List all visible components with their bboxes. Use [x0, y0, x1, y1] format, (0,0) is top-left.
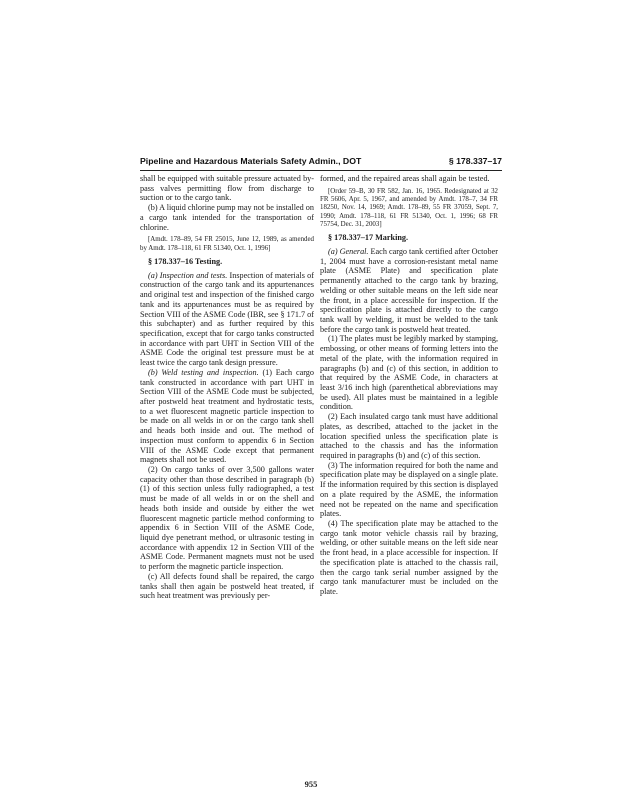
section-heading-marking: § 178.337–17 Marking.: [328, 233, 409, 243]
paragraph-a-general-text: Each cargo tank certified after October 1, 2004 must have a corrosion-resistant metal name plate (ASME Plate) and specification plate permanently attached to the cargo tank by brazing, welding or other suitable means on the left side near the front, in a place accessible for inspection. If the specification plate is attached directly to the cargo tank wall by welding, it must be welded to the tank before the cargo tank is postweld heat treated.: [320, 246, 498, 334]
paragraph-a-label: (a) Inspection and tests.: [148, 270, 228, 280]
paragraph-a4: (4) The specification plate may be attached to the cargo tank motor vehicle chassis rail by brazing, welding, or other suitable means on the left side near the front head, in a place accessible for inspection. If the specification plate is attached to the chassis rail, then the cargo tank serial number assigned by the cargo tank manufacturer must be included on the plate.: [320, 519, 498, 597]
paragraph-b-weld-testing: [140, 368, 314, 465]
paragraph-b-text: (1) Each cargo tank constructed in accordance with part UHT in Section VIII of the ASME Code must be subjected, after postweld heat treatment and hydrostatic tests, to a wet fluorescent magnetic particle inspection to be made on all welds in or on the cargo tank shell and heads both inside and out. The method of inspection must conform to appendix 6 in Section VIII of the ASME Code except that permanent magnets shall not be used.: [140, 367, 314, 465]
running-header: [140, 156, 502, 171]
section-heading-testing: § 178.337–16 Testing.: [148, 256, 223, 266]
left-paragraph-b: (b) A liquid chlorine pump may not be installed on a cargo tank intended for the transportation of chlorine.: [140, 203, 314, 232]
paragraph-a3: (3) The information required for both the name and specification plate may be displayed on a single plate. If the information required by this section is displayed on a plate required by the ASME, the information need not be repeated on the name and specification plates.: [320, 460, 498, 519]
paragraph-b-label: (b) Weld testing and inspection.: [148, 367, 259, 377]
order-note: [Order 59–B, 30 FR 582, Jan. 16, 1965. Redesignated at 32 FR 5606, Apr. 5, 1967, and amended by Amdt. 178–7, 34 FR 18250, Nov. 14, 1969; Amdt. 178–89, 55 FR 37059, Sept. 7, 1990; Amdt. 178–118, 61 FR 51340, Oct. 1, 1996; 68 FR 75754, Dec. 31, 2003]: [320, 187, 498, 228]
paragraph-b2: (2) On cargo tanks of over 3,500 gallons water capacity other than those described in paragraph (b)(1) of this section unless fully radiographed, a test must be made of all welds in or on the shell and heads both inside and outside by either the wet fluorescent magnetic particle method conforming to appendix 6 in Section VIII of the ASME Code, liquid dye penetrant method, or ultrasonic testing in accordance with appendix 12 in Section VIII of the ASME Code. Permanent magnets must not be used to perform the magnetic particle inspection.: [140, 465, 314, 572]
paragraph-a-inspection: [140, 271, 314, 368]
paragraph-a-general: [320, 247, 498, 334]
paragraph-a-general-label: (a) General.: [328, 246, 369, 256]
header-section-number: § 178.337–17: [448, 156, 502, 166]
amendment-note: [Amdt. 178–89, 54 FR 25015, June 12, 1989, as amended by Amdt. 178–118, 61 FR 51340, Oct. 1, 1996]: [140, 236, 314, 252]
left-paragraph-continuation: shall be equipped with suitable pressure actuated by-pass valves permitting flow from discharge to suction or to the cargo tank.: [140, 174, 314, 203]
paragraph-c: (c) All defects found shall be repaired, the cargo tanks shall then again be postweld heat treated, if such heat treatment was previously per-: [140, 571, 314, 601]
right-paragraph-continuation: formed, and the repaired areas shall again be tested.: [320, 174, 490, 183]
right-column: [320, 174, 498, 597]
paragraph-a1: (1) The plates must be legibly marked by stamping, embossing, or other means of forming letters into the metal of the plate, with the information required in paragraphs (b) and (c) of this section, in addition to that required by the ASME Code, in characters at least 3/16 inch high (parenthetical abbreviations may be used). All plates must be maintained in a legible condition.: [320, 334, 498, 412]
left-column: [140, 174, 314, 601]
paragraph-a2: (2) Each insulated cargo tank must have additional plates, as described, attached to the jacket in the location specified unless the specification plate is attached to the chassis and has the information required in paragraphs (b) and (c) of this section.: [320, 412, 498, 461]
paragraph-a-text: Inspection of materials of construction of the cargo tank and its appurtenances and original test and inspection of the finished cargo tank and its appurtenances must be as required by Section VIII of the ASME Code (IBR, see § 171.7 of this subchapter) and as further required by this specification, except that for cargo tanks constructed in accordance with part UHT in Section VIII of the ASME Code the original test pressure must be at least twice the cargo tank design pressure.: [140, 270, 314, 368]
header-title: Pipeline and Hazardous Materials Safety Admin., DOT: [140, 156, 362, 166]
page-number: 955: [304, 779, 318, 789]
